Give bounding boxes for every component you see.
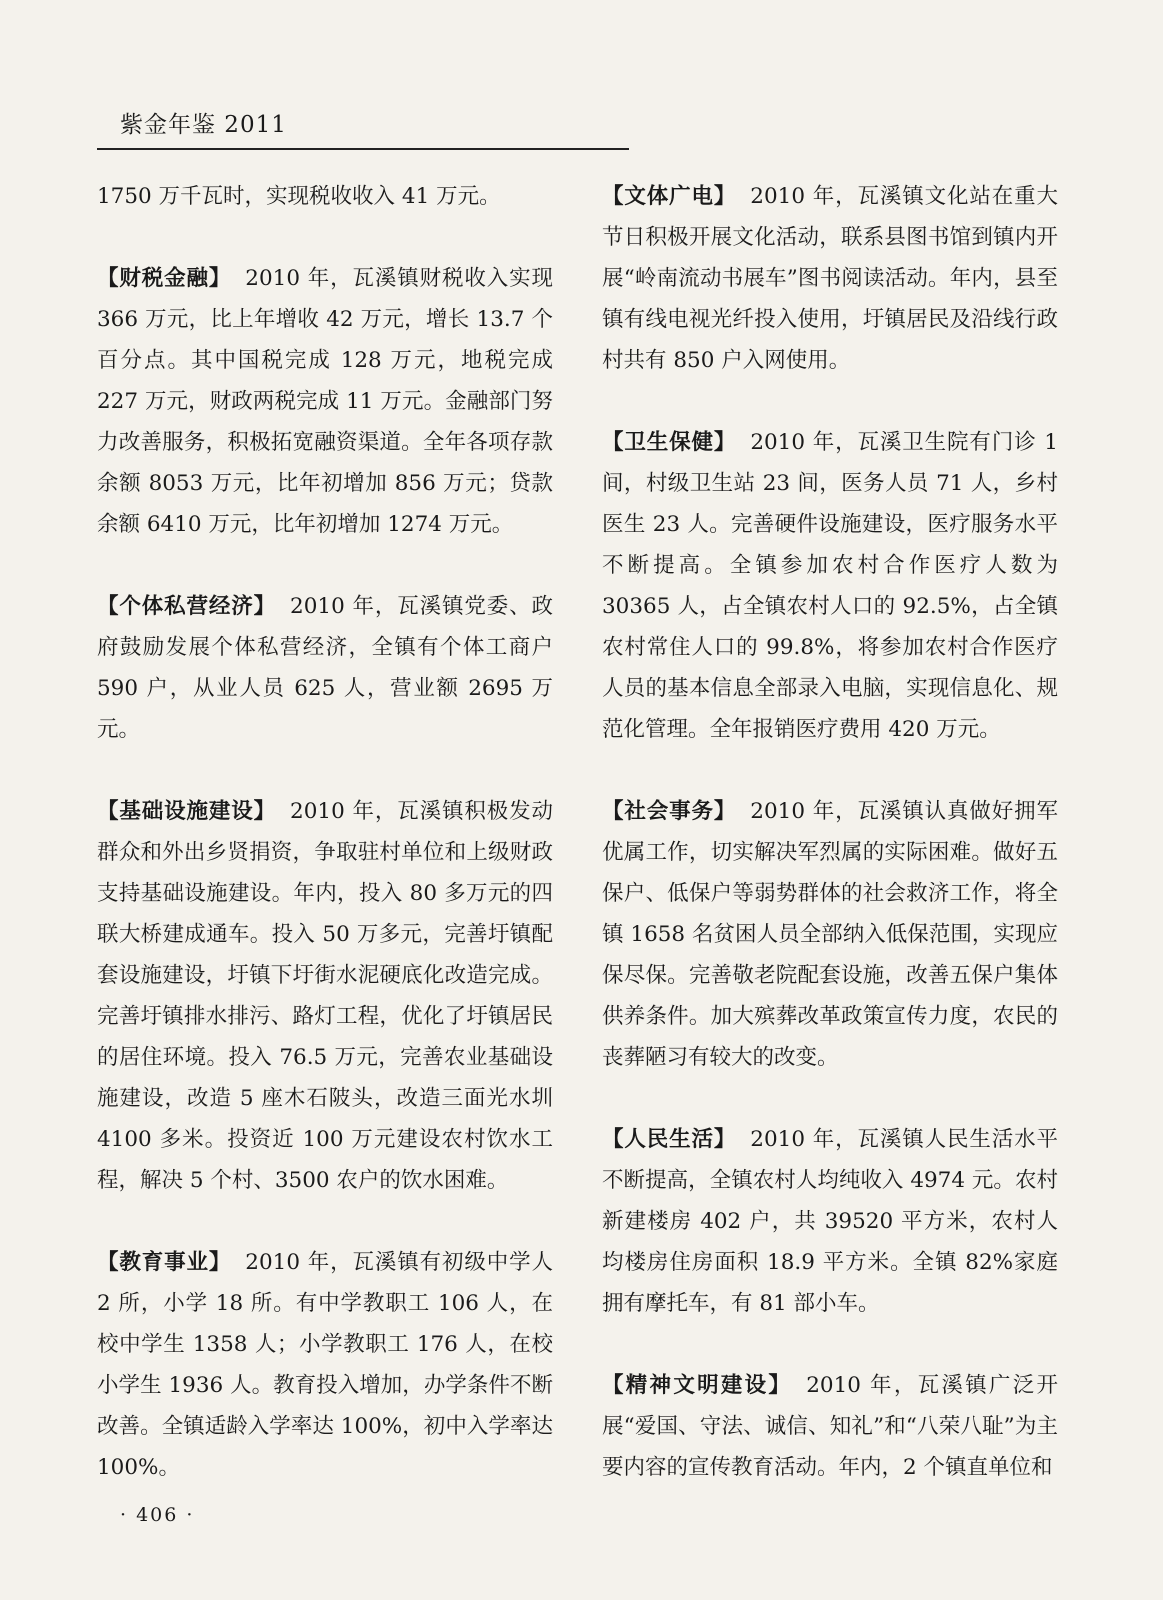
section-health — [602, 422, 1058, 750]
continuation-paragraph: 1750 万千瓦时，实现税收收入 41 万元。 — [97, 184, 501, 209]
section-title: 【文体广电】 — [602, 184, 737, 209]
section-title: 【精神文明建设】 — [602, 1373, 793, 1398]
running-header-title: 紫金年鉴 2011 — [120, 112, 287, 138]
section-body: 2010 年，瓦溪镇积极发动群众和外出乡贤捐资，争取驻村单位和上级财政支持基础设施建设。年内，投入 80 多万元的四联大桥建成通车。投入 50 万多元，完善圩镇配套设施建设，圩镇下圩街水泥硬底化改造完成。完善圩镇排水排污、路灯工程，优化了圩镇居民的居住环境。投入 76.5 万元，完善农业基础设施建设，改造 5 座木石陂头，改造三面光水圳 4100 多米。投资近 100 万元建设农村饮水工程，解决 5 个村、3500 农户的饮水困难。 — [97, 799, 553, 1193]
left-column — [97, 176, 553, 1529]
right-column — [602, 176, 1058, 1529]
section-body: 2010 年，瓦溪镇人民生活水平不断提高，全镇农村人均纯收入 4974 元。农村新建楼房 402 户，共 39520 平方米，农村人均楼房住房面积 18.9 平方米。全镇 82%家庭拥有摩托车，有 81 部小车。 — [602, 1127, 1058, 1316]
section-title: 【人民生活】 — [602, 1127, 737, 1152]
section-body: 2010 年，瓦溪卫生院有门诊 1 间，村级卫生站 23 间，医务人员 71 人，乡村医生 23 人。完善硬件设施建设，医疗服务水平不断提高。全镇参加农村合作医疗人数为 30365 人，占全镇农村人口的 92.5%，占全镇农村常住人口的 99.8%，将参加农村合作医疗人员的基本信息全部录入电脑，实现信息化、规范化管理。全年报销医疗费用 420 万元。 — [602, 430, 1058, 742]
section-spiritual-civilization — [602, 1365, 1058, 1488]
section-infrastructure — [97, 791, 553, 1201]
section-body: 2010 年，瓦溪镇有初级中学人 2 所，小学 18 所。有中学教职工 106 人，在校中学生 1358 人；小学教职工 176 人，在校小学生 1936 人。教育投入增加，办学条件不断改善。全镇适龄入学率达 100%，初中入学率达 100%。 — [97, 1250, 553, 1480]
page-number: · 406 · — [120, 1504, 195, 1526]
section-body: 2010 年，瓦溪镇文化站在重大节日积极开展文化活动，联系县图书馆到镇内开展“岭南流动书展车”图书阅读活动。年内，县至镇有线电视光纤投入使用，圩镇居民及沿线行政村共有 850 户入网使用。 — [602, 184, 1058, 373]
section-people-life — [602, 1119, 1058, 1324]
section-social-affairs — [602, 791, 1058, 1078]
section-title: 【财税金融】 — [97, 266, 232, 291]
section-title: 【基础设施建设】 — [97, 799, 277, 824]
section-culture-broadcast — [602, 176, 1058, 381]
section-title: 【社会事务】 — [602, 799, 737, 824]
section-education — [97, 1242, 553, 1488]
section-body: 2010 年，瓦溪镇党委、政府鼓励发展个体私营经济，全镇有个体工商户 590 户，从业人员 625 人，营业额 2695 万元。 — [97, 594, 553, 742]
section-title: 【卫生保健】 — [602, 430, 737, 455]
section-title: 【个体私营经济】 — [97, 594, 277, 619]
section-body: 2010 年，瓦溪镇财税收入实现 366 万元，比上年增收 42 万元，增长 13.7 个百分点。其中国税完成 128 万元，地税完成 227 万元，财政两税完成 11 万元。金融部门努力改善服务，积极拓宽融资渠道。全年各项存款余额 8053 万元，比年初增加 856 万元；贷款余额 6410 万元，比年初增加 1274 万元。 — [97, 266, 553, 537]
section-body: 2010 年，瓦溪镇认真做好拥军优属工作，切实解决军烈属的实际困难。做好五保户、低保户等弱势群体的社会救济工作，将全镇 1658 名贫困人员全部纳入低保范围，实现应保尽保。完善敬老院配套设施，改善五保户集体供养条件。加大殡葬改革政策宣传力度，农民的丧葬陋习有较大的改变。 — [602, 799, 1058, 1070]
section-finance-tax — [97, 258, 553, 545]
section-title: 【教育事业】 — [97, 1250, 232, 1275]
section-body: 2010 年，瓦溪镇广泛开展“爱国、守法、诚信、知礼”和“八荣八耻”为主要内容的宣传教育活动。年内，2 个镇直单位和 — [602, 1373, 1058, 1480]
section-private-economy — [97, 586, 553, 750]
header-rule — [97, 148, 629, 150]
